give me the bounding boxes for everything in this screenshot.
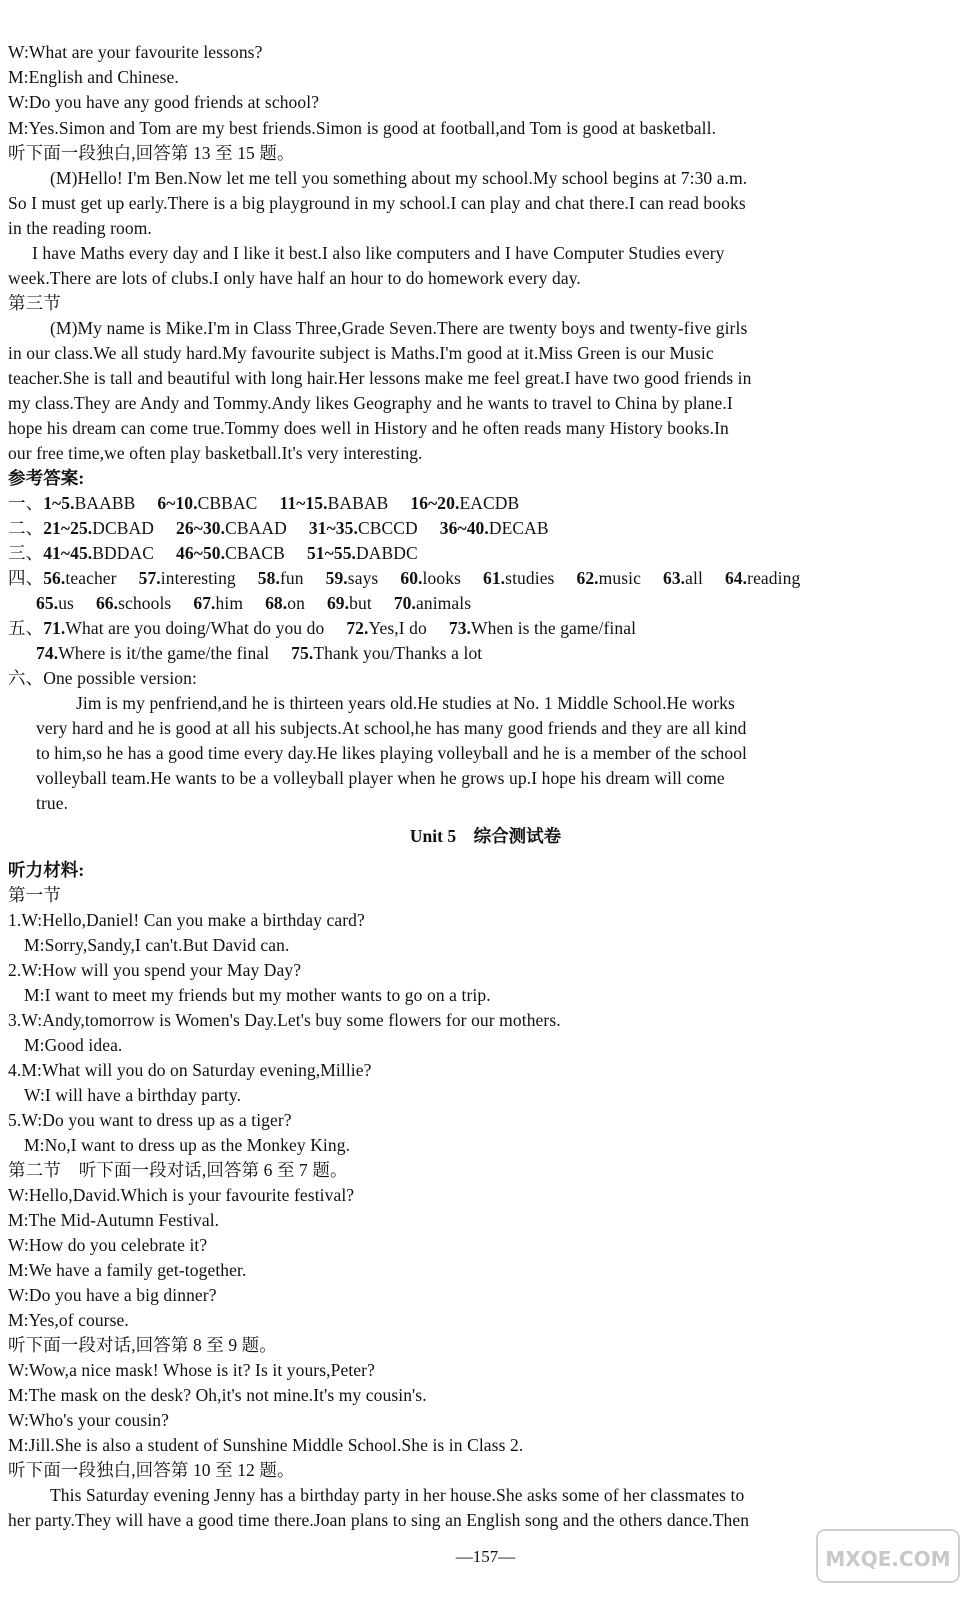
answer-value: but — [349, 593, 372, 613]
answer-section-prefix: 四、 — [8, 568, 44, 588]
dialogue-line: W:Hello,David.Which is your favourite festival? — [8, 1185, 355, 1205]
dialogue-line: M:Yes,of course. — [8, 1310, 129, 1330]
answer-number: 64. — [724, 568, 748, 588]
answer-number: 36~40. — [439, 518, 489, 538]
dialogue-line: M:The mask on the desk? Oh,it's not mine.It's my cousin's. — [8, 1385, 427, 1405]
answer-number: 51~55. — [306, 543, 357, 563]
answer-number: 1~5. — [43, 493, 75, 513]
answer-value: us — [58, 593, 74, 613]
answer-number: 46~50. — [176, 543, 226, 563]
answer-value: Yes,I do — [368, 618, 427, 638]
section-heading: 听力材料: — [8, 860, 85, 880]
answer-row — [8, 566, 961, 590]
answers-heading: 参考答案: — [8, 468, 85, 488]
passage-line: our free time,we often play basketball.It's very interesting. — [8, 443, 423, 463]
answer-value: animals — [416, 593, 472, 613]
answer-number: 68. — [265, 593, 288, 613]
answer-value: BAABB — [74, 493, 136, 513]
question-line: M:Good idea. — [24, 1035, 123, 1055]
answer-value: teacher — [65, 568, 117, 588]
section-instruction: 听下面一段对话,回答第 8 至 9 题。 — [8, 1335, 277, 1355]
answer-section-prefix: 三、 — [8, 543, 44, 563]
answer-number: 61. — [482, 568, 506, 588]
answer-section-prefix: 一、 — [8, 493, 44, 513]
dialogue-line: M:English and Chinese. — [8, 67, 179, 87]
question-line: 1.W:Hello,Daniel! Can you make a birthday card? — [8, 910, 365, 930]
answer-number: 63. — [662, 568, 686, 588]
answer-value: CBAAD — [225, 518, 287, 538]
monologue-line: This Saturday evening Jenny has a birthday party in her house.She asks some of her classmates to — [50, 1485, 745, 1505]
dialogue-line: W:What are your favourite lessons? — [8, 42, 263, 62]
dialogue-line: M:Jill.She is also a student of Sunshine Middle School.She is in Class 2. — [8, 1435, 524, 1455]
answer-value: BABAB — [327, 493, 389, 513]
answer-value: EACDB — [459, 493, 520, 513]
dialogue-line: W:How do you celebrate it? — [8, 1235, 208, 1255]
dialogue-line: W:Do you have a big dinner? — [8, 1285, 217, 1305]
question-line: 2.W:How will you spend your May Day? — [8, 960, 302, 980]
answer-value: on — [287, 593, 305, 613]
essay-line: Jim is my penfriend,and he is thirteen years old.He studies at No. 1 Middle School.He works — [76, 693, 735, 713]
answer-value: fun — [279, 568, 304, 588]
question-line: 3.W:Andy,tomorrow is Women's Day.Let's buy some flowers for our mothers. — [8, 1010, 561, 1030]
section-heading: 第一节 — [8, 885, 61, 905]
passage-line: teacher.She is tall and beautiful with long hair.Her lessons make me feel great.I have two good friends in — [8, 368, 752, 388]
answer-value: CBCCD — [357, 518, 418, 538]
answer-number: 31~35. — [308, 518, 358, 538]
answer-row — [8, 491, 961, 515]
answer-value: interesting — [160, 568, 236, 588]
unit-title: Unit 5 综合测试卷 — [409, 826, 562, 846]
passage-line: (M)My name is Mike.I'm in Class Three,Grade Seven.There are twenty boys and twenty-five girls — [50, 318, 748, 338]
essay-line: to him,so he has a good time every day.He likes playing volleyball and he is a member of the school — [36, 743, 748, 763]
answer-value: schools — [118, 593, 172, 613]
answer-value: DABDC — [356, 543, 418, 563]
dialogue-line: M:We have a family get-together. — [8, 1260, 247, 1280]
answer-number: 72. — [346, 618, 369, 638]
question-line: M:I want to meet my friends but my mother wants to go on a trip. — [24, 985, 491, 1005]
answer-number: 60. — [400, 568, 423, 588]
answer-value: music — [598, 568, 641, 588]
answer-row — [8, 541, 961, 565]
passage-line: hope his dream can come true.Tommy does well in History and he often reads many History books.In — [8, 418, 729, 438]
answer-row — [36, 641, 961, 665]
page-number: —157— — [455, 1547, 516, 1566]
answer-number: 73. — [448, 618, 472, 638]
essay-line: volleyball team.He wants to be a volleyball player when he grows up.I hope his dream will come — [36, 768, 725, 788]
answer-section-prefix: 五、 — [8, 618, 44, 638]
answer-value: CBBAC — [197, 493, 258, 513]
question-line: W:I will have a birthday party. — [24, 1085, 242, 1105]
dialogue-line: W:Who's your cousin? — [8, 1410, 169, 1430]
answer-value: When is the game/final — [471, 618, 637, 638]
passage-line: in our class.We all study hard.My favourite subject is Maths.I'm good at it.Miss Green is our Music — [8, 343, 714, 363]
answer-number: 21~25. — [43, 518, 93, 538]
question-line: M:No,I want to dress up as the Monkey King. — [24, 1135, 351, 1155]
answer-number: 16~20. — [410, 493, 460, 513]
answer-number: 75. — [291, 643, 314, 663]
answer-value: DECAB — [488, 518, 549, 538]
monologue-line: So I must get up early.There is a big playground in my school.I can play and chat there.I can read books — [8, 193, 746, 213]
answer-number: 6~10. — [157, 493, 198, 513]
answer-section-prefix: 二、 — [8, 518, 44, 538]
section-heading: 第三节 — [8, 293, 61, 313]
answer-number: 66. — [95, 593, 119, 613]
dialogue-line: M:The Mid-Autumn Festival. — [8, 1210, 220, 1230]
answer-number: 67. — [193, 593, 216, 613]
answer-value: says — [347, 568, 379, 588]
essay-heading: 六、One possible version: — [8, 668, 197, 688]
answer-number: 57. — [138, 568, 161, 588]
monologue-line: I have Maths every day and I like it best.I also like computers and I have Computer Studies every — [32, 243, 725, 263]
answer-value: CBACB — [225, 543, 285, 563]
monologue-line: (M)Hello! I'm Ben.Now let me tell you something about my school.My school begins at 7:30 a.m. — [50, 168, 748, 188]
answer-value: looks — [422, 568, 461, 588]
answer-number: 71. — [43, 618, 66, 638]
question-line: 4.M:What will you do on Saturday evening,Millie? — [8, 1060, 372, 1080]
essay-line: very hard and he is good at all his subjects.At school,he has many good friends and they are all kind — [36, 718, 747, 738]
answer-value: What are you doing/What do you do — [65, 618, 325, 638]
answer-value: studies — [505, 568, 555, 588]
answer-row — [8, 516, 961, 540]
watermark-text: MXQE.COM — [825, 1547, 951, 1571]
answer-number: 11~15. — [279, 493, 328, 513]
answer-number: 58. — [257, 568, 280, 588]
answer-number: 26~30. — [176, 518, 226, 538]
answer-number: 41~45. — [43, 543, 93, 563]
answer-value: Where is it/the game/the final — [58, 643, 270, 663]
answer-number: 59. — [325, 568, 348, 588]
answer-value: all — [685, 568, 703, 588]
answer-number: 62. — [576, 568, 599, 588]
answer-value: DCBAD — [92, 518, 155, 538]
answer-row — [36, 591, 961, 615]
section-instruction: 听下面一段独白,回答第 10 至 12 题。 — [8, 1460, 295, 1480]
answer-value: BDDAC — [92, 543, 155, 563]
answer-number: 56. — [43, 568, 66, 588]
answer-number: 70. — [393, 593, 416, 613]
passage-line: my class.They are Andy and Tommy.Andy likes Geography and he wants to travel to China by plane.I — [8, 393, 733, 413]
question-line: M:Sorry,Sandy,I can't.But David can. — [24, 935, 290, 955]
answer-value: reading — [747, 568, 801, 588]
dialogue-line: W:Do you have any good friends at school? — [8, 92, 320, 112]
monologue-line: week.There are lots of clubs.I only have half an hour to do homework every day. — [8, 268, 581, 288]
monologue-line: her party.They will have a good time there.Joan plans to sing an English song and the others dance.Then — [8, 1510, 750, 1530]
answer-number: 65. — [36, 593, 59, 613]
answer-number: 74. — [36, 643, 59, 663]
answer-row — [8, 616, 961, 640]
essay-line: true. — [36, 793, 69, 813]
answer-value: him — [215, 593, 244, 613]
question-line: 5.W:Do you want to dress up as a tiger? — [8, 1110, 292, 1130]
answer-number: 69. — [326, 593, 350, 613]
section-instruction: 第二节 听下面一段对话,回答第 6 至 7 题。 — [8, 1160, 348, 1180]
section-instruction: 听下面一段独白,回答第 13 至 15 题。 — [8, 143, 295, 163]
watermark-logo — [813, 1526, 963, 1586]
monologue-line: in the reading room. — [8, 218, 152, 238]
answer-value: Thank you/Thanks a lot — [313, 643, 483, 663]
dialogue-line: M:Yes.Simon and Tom are my best friends.Simon is good at football,and Tom is good at basketball. — [8, 118, 717, 138]
dialogue-line: W:Wow,a nice mask! Whose is it? Is it yours,Peter? — [8, 1360, 375, 1380]
